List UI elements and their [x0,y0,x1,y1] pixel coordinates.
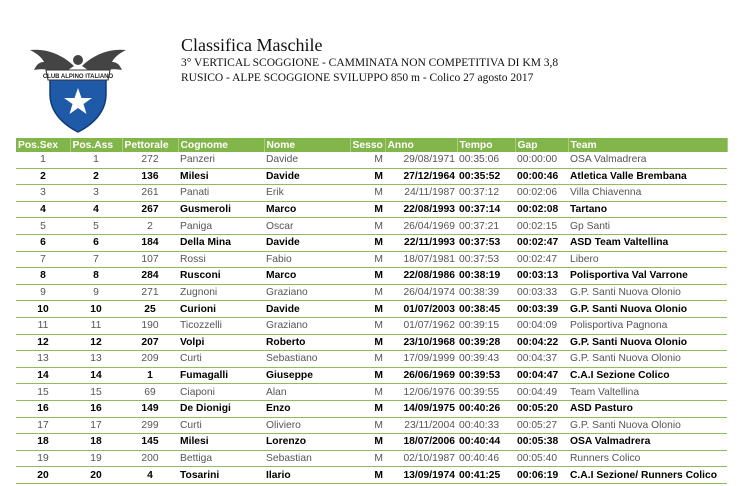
document-header [181,34,558,86]
cell-pos-ass: 7 [70,251,122,268]
cell-pettorale: 4 [122,467,178,484]
cell-anno: 29/08/1971 [385,152,457,168]
table-row [16,417,727,434]
cell-gap: 00:05:40 [515,450,568,467]
cell-pettorale: 25 [122,301,178,318]
cell-pettorale: 261 [122,185,178,202]
cell-team: C.A.I Sezione/ Runners Colico [568,467,727,484]
cell-sesso: M [350,152,385,168]
cell-nome: Sebastiano [264,351,350,368]
cell-sesso: M [350,434,385,451]
cell-pos-ass: 18 [70,434,122,451]
cell-nome: Fabio [264,251,350,268]
column-header-cognome: Cognome [178,138,264,152]
cell-cognome: Milesi [178,168,264,185]
cell-gap: 00:04:09 [515,317,568,334]
cell-pos-ass: 19 [70,450,122,467]
page-title: Classifica Maschile [181,35,323,55]
cell-cognome: Curioni [178,301,264,318]
cell-anno: 12/06/1976 [385,384,457,401]
cell-sesso: M [350,284,385,301]
table-row [16,201,727,218]
cell-anno: 22/08/1986 [385,268,457,285]
cell-sesso: M [350,185,385,202]
cell-anno: 23/11/2004 [385,417,457,434]
cell-sesso: M [350,384,385,401]
cell-team: G.P. Santi Nuova Olonio [568,301,727,318]
cell-anno: 02/10/1987 [385,450,457,467]
cell-pos-sex: 19 [16,450,70,467]
cell-anno: 26/04/1974 [385,284,457,301]
cell-pettorale: 200 [122,450,178,467]
cell-sesso: M [350,201,385,218]
cell-pettorale: 284 [122,268,178,285]
cell-sesso: M [350,168,385,185]
cell-tempo: 00:37:14 [457,201,515,218]
cell-anno: 18/07/1981 [385,251,457,268]
cell-pettorale: 267 [122,201,178,218]
cell-team: Runners Colico [568,450,727,467]
table-row [16,185,727,202]
cell-nome: Roberto [264,334,350,351]
cell-gap: 00:02:47 [515,251,568,268]
cell-pos-ass: 17 [70,417,122,434]
cell-gap: 00:05:20 [515,400,568,417]
cell-pettorale: 272 [122,152,178,168]
cell-pos-ass: 12 [70,334,122,351]
cell-tempo: 00:40:26 [457,400,515,417]
cell-team: G.P. Santi Nuova Olonio [568,417,727,434]
table-row [16,467,727,484]
cell-pettorale: 136 [122,168,178,185]
cell-pos-sex: 9 [16,284,70,301]
cell-team: Gp Santi [568,218,727,235]
cell-anno: 01/07/2003 [385,301,457,318]
cell-gap: 00:02:15 [515,218,568,235]
cell-pettorale: 184 [122,234,178,251]
cell-cognome: Tosarini [178,467,264,484]
cell-sesso: M [350,251,385,268]
cell-sesso: M [350,218,385,235]
cell-gap: 00:05:38 [515,434,568,451]
cell-anno: 01/07/1962 [385,317,457,334]
table-row [16,301,727,318]
cell-pos-ass: 1 [70,152,122,168]
cell-pos-sex: 6 [16,234,70,251]
cell-anno: 24/11/1987 [385,185,457,202]
cell-sesso: M [350,351,385,368]
cell-gap: 00:06:19 [515,467,568,484]
cell-gap: 00:02:06 [515,185,568,202]
column-header-team: Team [568,138,727,152]
cell-anno: 22/11/1993 [385,234,457,251]
cell-anno: 17/09/1999 [385,351,457,368]
table-row [16,434,727,451]
cell-anno: 26/04/1969 [385,218,457,235]
cell-pos-sex: 2 [16,168,70,185]
table-row [16,284,727,301]
cell-gap: 00:02:47 [515,234,568,251]
cell-pos-ass: 4 [70,201,122,218]
event-description: 3° VERTICAL SCOGGIONE - CAMMINATA NON COMPETITIVA DI KM 3,8 [181,57,559,69]
cell-pos-sex: 7 [16,251,70,268]
cell-anno: 23/10/1968 [385,334,457,351]
cell-gap: 00:00:00 [515,152,568,168]
column-header-pos-ass: Pos.Ass [70,138,122,152]
cell-nome: Marco [264,268,350,285]
cell-team: ASD Team Valtellina [568,234,727,251]
cell-pos-sex: 4 [16,201,70,218]
cell-gap: 00:04:22 [515,334,568,351]
cell-nome: Erik [264,185,350,202]
event-location: RUSICO - ALPE SCOGGIONE SVILUPPO 850 m - Colico 27 agosto 2017 [181,72,534,84]
cell-team: Atletica Valle Brembana [568,168,727,185]
cell-tempo: 00:39:28 [457,334,515,351]
cell-team: Polisportiva Val Varrone [568,268,727,285]
table-row [16,450,727,467]
table-row [16,268,727,285]
cell-pos-ass: 3 [70,185,122,202]
cell-nome: Marco [264,201,350,218]
table-row [16,351,727,368]
cell-pettorale: 2 [122,218,178,235]
cell-tempo: 00:35:52 [457,168,515,185]
cell-nome: Enzo [264,400,350,417]
cell-pos-ass: 11 [70,317,122,334]
cell-team: C.A.I Sezione Colico [568,367,727,384]
table-row [16,152,727,168]
cell-nome: Oliviero [264,417,350,434]
cell-pos-sex: 3 [16,185,70,202]
cell-pettorale: 149 [122,400,178,417]
cell-gap: 00:00:46 [515,168,568,185]
cell-anno: 22/08/1993 [385,201,457,218]
cai-logo [28,36,128,136]
cell-nome: Davide [264,234,350,251]
cell-pettorale: 207 [122,334,178,351]
cell-sesso: M [350,367,385,384]
cell-pos-ass: 6 [70,234,122,251]
cell-team: Libero [568,251,727,268]
cell-pos-ass: 8 [70,268,122,285]
cell-nome: Ilario [264,467,350,484]
cell-pos-ass: 5 [70,218,122,235]
cell-anno: 18/07/2006 [385,434,457,451]
cell-cognome: Milesi [178,434,264,451]
cell-pettorale: 1 [122,367,178,384]
table-row [16,317,727,334]
cell-pettorale: 145 [122,434,178,451]
cell-cognome: Della Mina [178,234,264,251]
column-header-tempo: Tempo [457,138,515,152]
table-row [16,400,727,417]
cell-pos-ass: 13 [70,351,122,368]
cell-cognome: Rossi [178,251,264,268]
cell-tempo: 00:40:44 [457,434,515,451]
table-row [16,367,727,384]
cell-gap: 00:05:27 [515,417,568,434]
cell-sesso: M [350,467,385,484]
cell-sesso: M [350,450,385,467]
column-header-pettorale: Pettorale [122,138,178,152]
cell-pettorale: 190 [122,317,178,334]
cell-pos-ass: 9 [70,284,122,301]
cell-pos-sex: 18 [16,434,70,451]
cell-tempo: 00:38:19 [457,268,515,285]
cell-cognome: Volpi [178,334,264,351]
cell-pos-ass: 10 [70,301,122,318]
cell-gap: 00:03:13 [515,268,568,285]
cell-sesso: M [350,301,385,318]
svg-text:CLUB ALPINO ITALIANO: CLUB ALPINO ITALIANO [42,74,114,80]
cell-gap: 00:04:49 [515,384,568,401]
column-header-gap: Gap [515,138,568,152]
cell-sesso: M [350,234,385,251]
cell-nome: Giuseppe [264,367,350,384]
column-header-nome: Nome [264,138,350,152]
cell-sesso: M [350,268,385,285]
cell-sesso: M [350,334,385,351]
cell-tempo: 00:38:39 [457,284,515,301]
cell-team: G.P. Santi Nuova Olonio [568,334,727,351]
cell-team: ASD Pasturo [568,400,727,417]
cell-pos-sex: 16 [16,400,70,417]
cell-gap: 00:04:37 [515,351,568,368]
cell-cognome: Panati [178,185,264,202]
cell-cognome: Bettiga [178,450,264,467]
cell-pos-ass: 20 [70,467,122,484]
cell-pettorale: 107 [122,251,178,268]
cell-team: Polisportiva Pagnona [568,317,727,334]
cell-anno: 13/09/1974 [385,467,457,484]
cell-pos-ass: 15 [70,384,122,401]
cell-pos-sex: 1 [16,152,70,168]
column-header-sesso: Sesso [350,138,385,152]
cell-pettorale: 69 [122,384,178,401]
cell-cognome: Ticozzelli [178,317,264,334]
cell-cognome: De Dionigi [178,400,264,417]
cell-cognome: Panzeri [178,152,264,168]
cell-pettorale: 271 [122,284,178,301]
cell-tempo: 00:40:46 [457,450,515,467]
cell-gap: 00:03:33 [515,284,568,301]
cell-gap: 00:02:08 [515,201,568,218]
cell-tempo: 00:35:06 [457,152,515,168]
table-row [16,168,727,185]
cell-pos-ass: 14 [70,367,122,384]
cell-team: Team Valtellina [568,384,727,401]
cell-pos-ass: 2 [70,168,122,185]
cell-nome: Sebastian [264,450,350,467]
cell-pos-sex: 12 [16,334,70,351]
cell-gap: 00:04:47 [515,367,568,384]
cell-tempo: 00:39:43 [457,351,515,368]
cell-anno: 14/09/1975 [385,400,457,417]
cell-pos-sex: 15 [16,384,70,401]
cell-nome: Graziano [264,284,350,301]
cell-anno: 27/12/1964 [385,168,457,185]
cell-tempo: 00:37:21 [457,218,515,235]
cell-cognome: Paniga [178,218,264,235]
cell-nome: Graziano [264,317,350,334]
cell-pettorale: 299 [122,417,178,434]
cell-gap: 00:03:39 [515,301,568,318]
table-row [16,251,727,268]
column-header-anno: Anno [385,138,457,152]
table-header-row [16,138,727,152]
cell-nome: Lorenzo [264,434,350,451]
cell-team: Tartano [568,201,727,218]
cell-team: OSA Valmadrera [568,152,727,168]
cell-team: G.P. Santi Nuova Olonio [568,284,727,301]
cell-sesso: M [350,317,385,334]
cell-cognome: Fumagalli [178,367,264,384]
cell-pos-sex: 13 [16,351,70,368]
cell-tempo: 00:39:15 [457,317,515,334]
cell-cognome: Rusconi [178,268,264,285]
cell-pettorale: 209 [122,351,178,368]
cell-cognome: Curti [178,417,264,434]
cell-tempo: 00:37:12 [457,185,515,202]
results-table [16,138,728,484]
cell-sesso: M [350,400,385,417]
cell-cognome: Gusmeroli [178,201,264,218]
cell-cognome: Curti [178,351,264,368]
cell-sesso: M [350,417,385,434]
cell-pos-sex: 17 [16,417,70,434]
cell-nome: Alan [264,384,350,401]
cell-team: OSA Valmadrera [568,434,727,451]
cell-tempo: 00:37:53 [457,251,515,268]
cell-anno: 26/06/1969 [385,367,457,384]
cell-pos-sex: 20 [16,467,70,484]
cell-tempo: 00:39:55 [457,384,515,401]
table-row [16,218,727,235]
table-row [16,234,727,251]
cell-nome: Davide [264,168,350,185]
cell-tempo: 00:41:25 [457,467,515,484]
cell-pos-sex: 11 [16,317,70,334]
cell-nome: Davide [264,301,350,318]
cell-pos-ass: 16 [70,400,122,417]
cell-cognome: Ciaponi [178,384,264,401]
cell-team: Villa Chiavenna [568,185,727,202]
table-row [16,384,727,401]
cell-cognome: Zugnoni [178,284,264,301]
table-row [16,334,727,351]
cell-pos-sex: 5 [16,218,70,235]
column-header-pos-sex: Pos.Sex [16,138,70,152]
cell-pos-sex: 8 [16,268,70,285]
cell-team: G.P. Santi Nuova Olonio [568,351,727,368]
cell-pos-sex: 14 [16,367,70,384]
cell-tempo: 00:37:53 [457,234,515,251]
cell-pos-sex: 10 [16,301,70,318]
cell-tempo: 00:40:33 [457,417,515,434]
cell-nome: Oscar [264,218,350,235]
cell-tempo: 00:38:45 [457,301,515,318]
cell-tempo: 00:39:53 [457,367,515,384]
cell-nome: Davide [264,152,350,168]
